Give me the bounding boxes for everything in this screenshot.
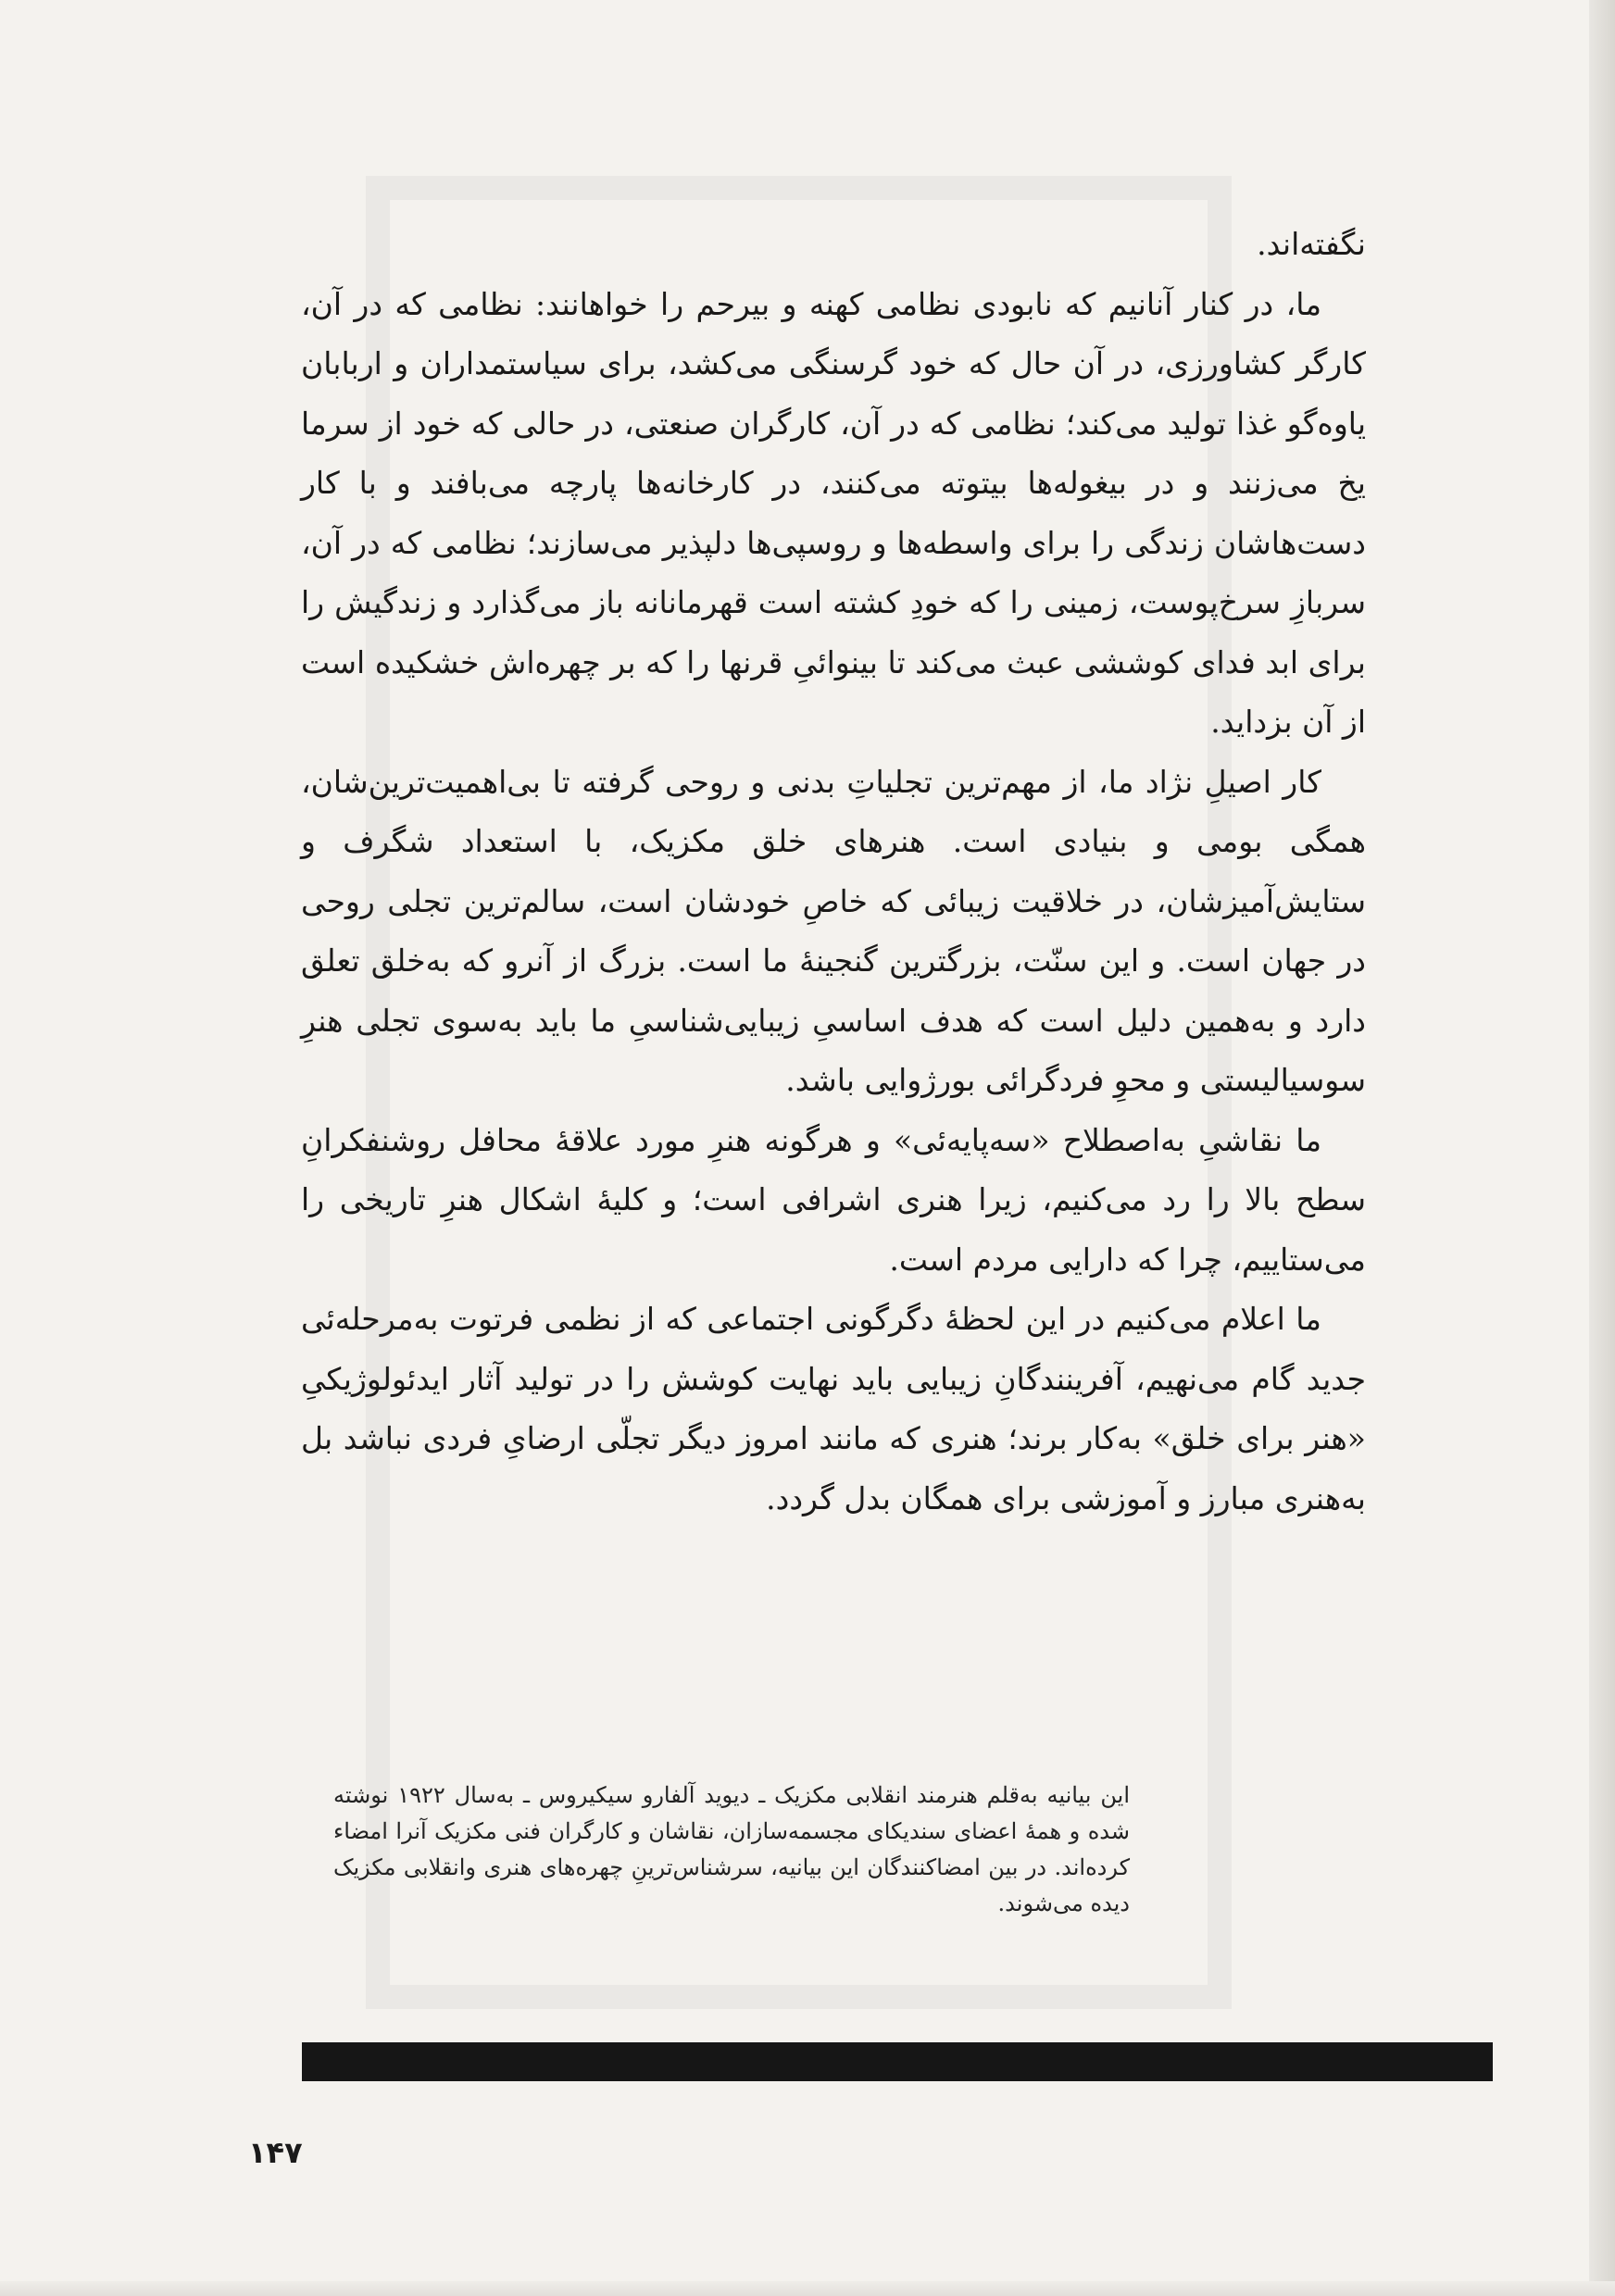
footnote-text: این بیانیه به‌قلم هنرمند انقلابی مکزیک ـ دیوید آلفارو سیکیروس ـ به‌سال ۱۹۲۲ نوشته شده و همهٔ اعضای سندیکای مجسمه‌سازان، نقاشان و کارگران فنی مکزیک آنرا امضاء کرده‌اند. در بین امضاکنندگان این بیانیه، سرشناس‌ترینِ چهره‌های هنری وانقلابی مکزیک دیده می‌شوند. <box>333 1782 1130 1916</box>
page-number: ۱۴۷ <box>248 2135 303 2170</box>
paragraph-native-art: کار اصیلِ نژاد ما، از مهم‌ترین تجلیاتِ بدنی و روحی گرفته تا بی‌اهمیت‌ترین‌شان، همگی بومی و بنیادی است. هنرهای خلق مکزیک، با استعداد شگرف و ستایش‌آمیزشان، در خلاقیت زیبائی که خاصِ خودشان است، سالم‌ترین تجلی روحی در جهان است. و این سنّت، بزرگترین گنجینهٔ ما است. بزرگ از آنرو که به‌خلق تعلق دارد و به‌همین دلیل است که هدف اساسیِ زیبایی‌شناسیِ ما باید به‌سوی تجلی هنرِ سوسیالیستی و محوِ فردگرائی بورژوایی باشد. <box>301 763 1366 1098</box>
paragraph-declaration: ما اعلام می‌کنیم در این لحظهٔ دگرگونی اجتماعی که از نظمی فرتوت به‌مرحله‌ئی جدید گام می‌نهیم، آفرینندگانِ زیبایی باید نهایت کوشش را در تولید آثار ایدئولوژیکیِ «هنر برای خلق» به‌کار برند؛ هنری که مانند امروز دیگر تجلّی ارضایِ فردی نباشد بل به‌هنری مبارز و آموزشی برای همگان بدل گردد. <box>301 1301 1366 1516</box>
footnote <box>333 1778 1130 1922</box>
paragraph-continuation: نگفته‌اند. <box>1257 226 1366 262</box>
body-text <box>301 215 1366 1529</box>
page-edge-shadow <box>1589 0 1615 2296</box>
paragraph-system: ما، در کنار آنانیم که نابودی نظامی کهنه و بیرحم را خواهانند: نظامی که در آن، کارگر کشاورزی، در آن حال که خود گرسنگی می‌کشد، برای سیاستمداران و اربابان یاوه‌گو غذا تولید می‌کند؛ نظامی که در آن، کارگران صنعتی، در حالی که خود از سرما یخ می‌زنند و در بیغوله‌ها بیتوته می‌کنند، در کارخانه‌ها پارچه می‌بافند و با کار دست‌هاشان زندگی را برای واسطه‌ها و روسپی‌ها دلپذیر می‌سازند؛ نظامی که در آن، سربازِ سرخ‌پوست، زمینی را که خودِ کشته است قهرمانانه باز می‌گذارد و زندگیش را برای ابد فدای کوششی عبث می‌کند تا بینوائیِ قرنها را که بر چهره‌اش خشکیده است از آن بزداید. <box>301 285 1366 740</box>
paragraph-easel-painting: ما نقاشیِ به‌اصطلاح «سه‌پایه‌ئی» و هرگونه هنرِ مورد علاقهٔ محافل روشنفکرانِ سطح بالا را رد می‌کنیم، زیرا هنری اشرافی است؛ و کلیهٔ اشکال هنرِ تاریخی را می‌ستاییم، چرا که دارایی مردم است. <box>301 1121 1366 1278</box>
black-rule <box>302 2042 1493 2081</box>
page-bottom-shadow <box>0 2281 1615 2296</box>
